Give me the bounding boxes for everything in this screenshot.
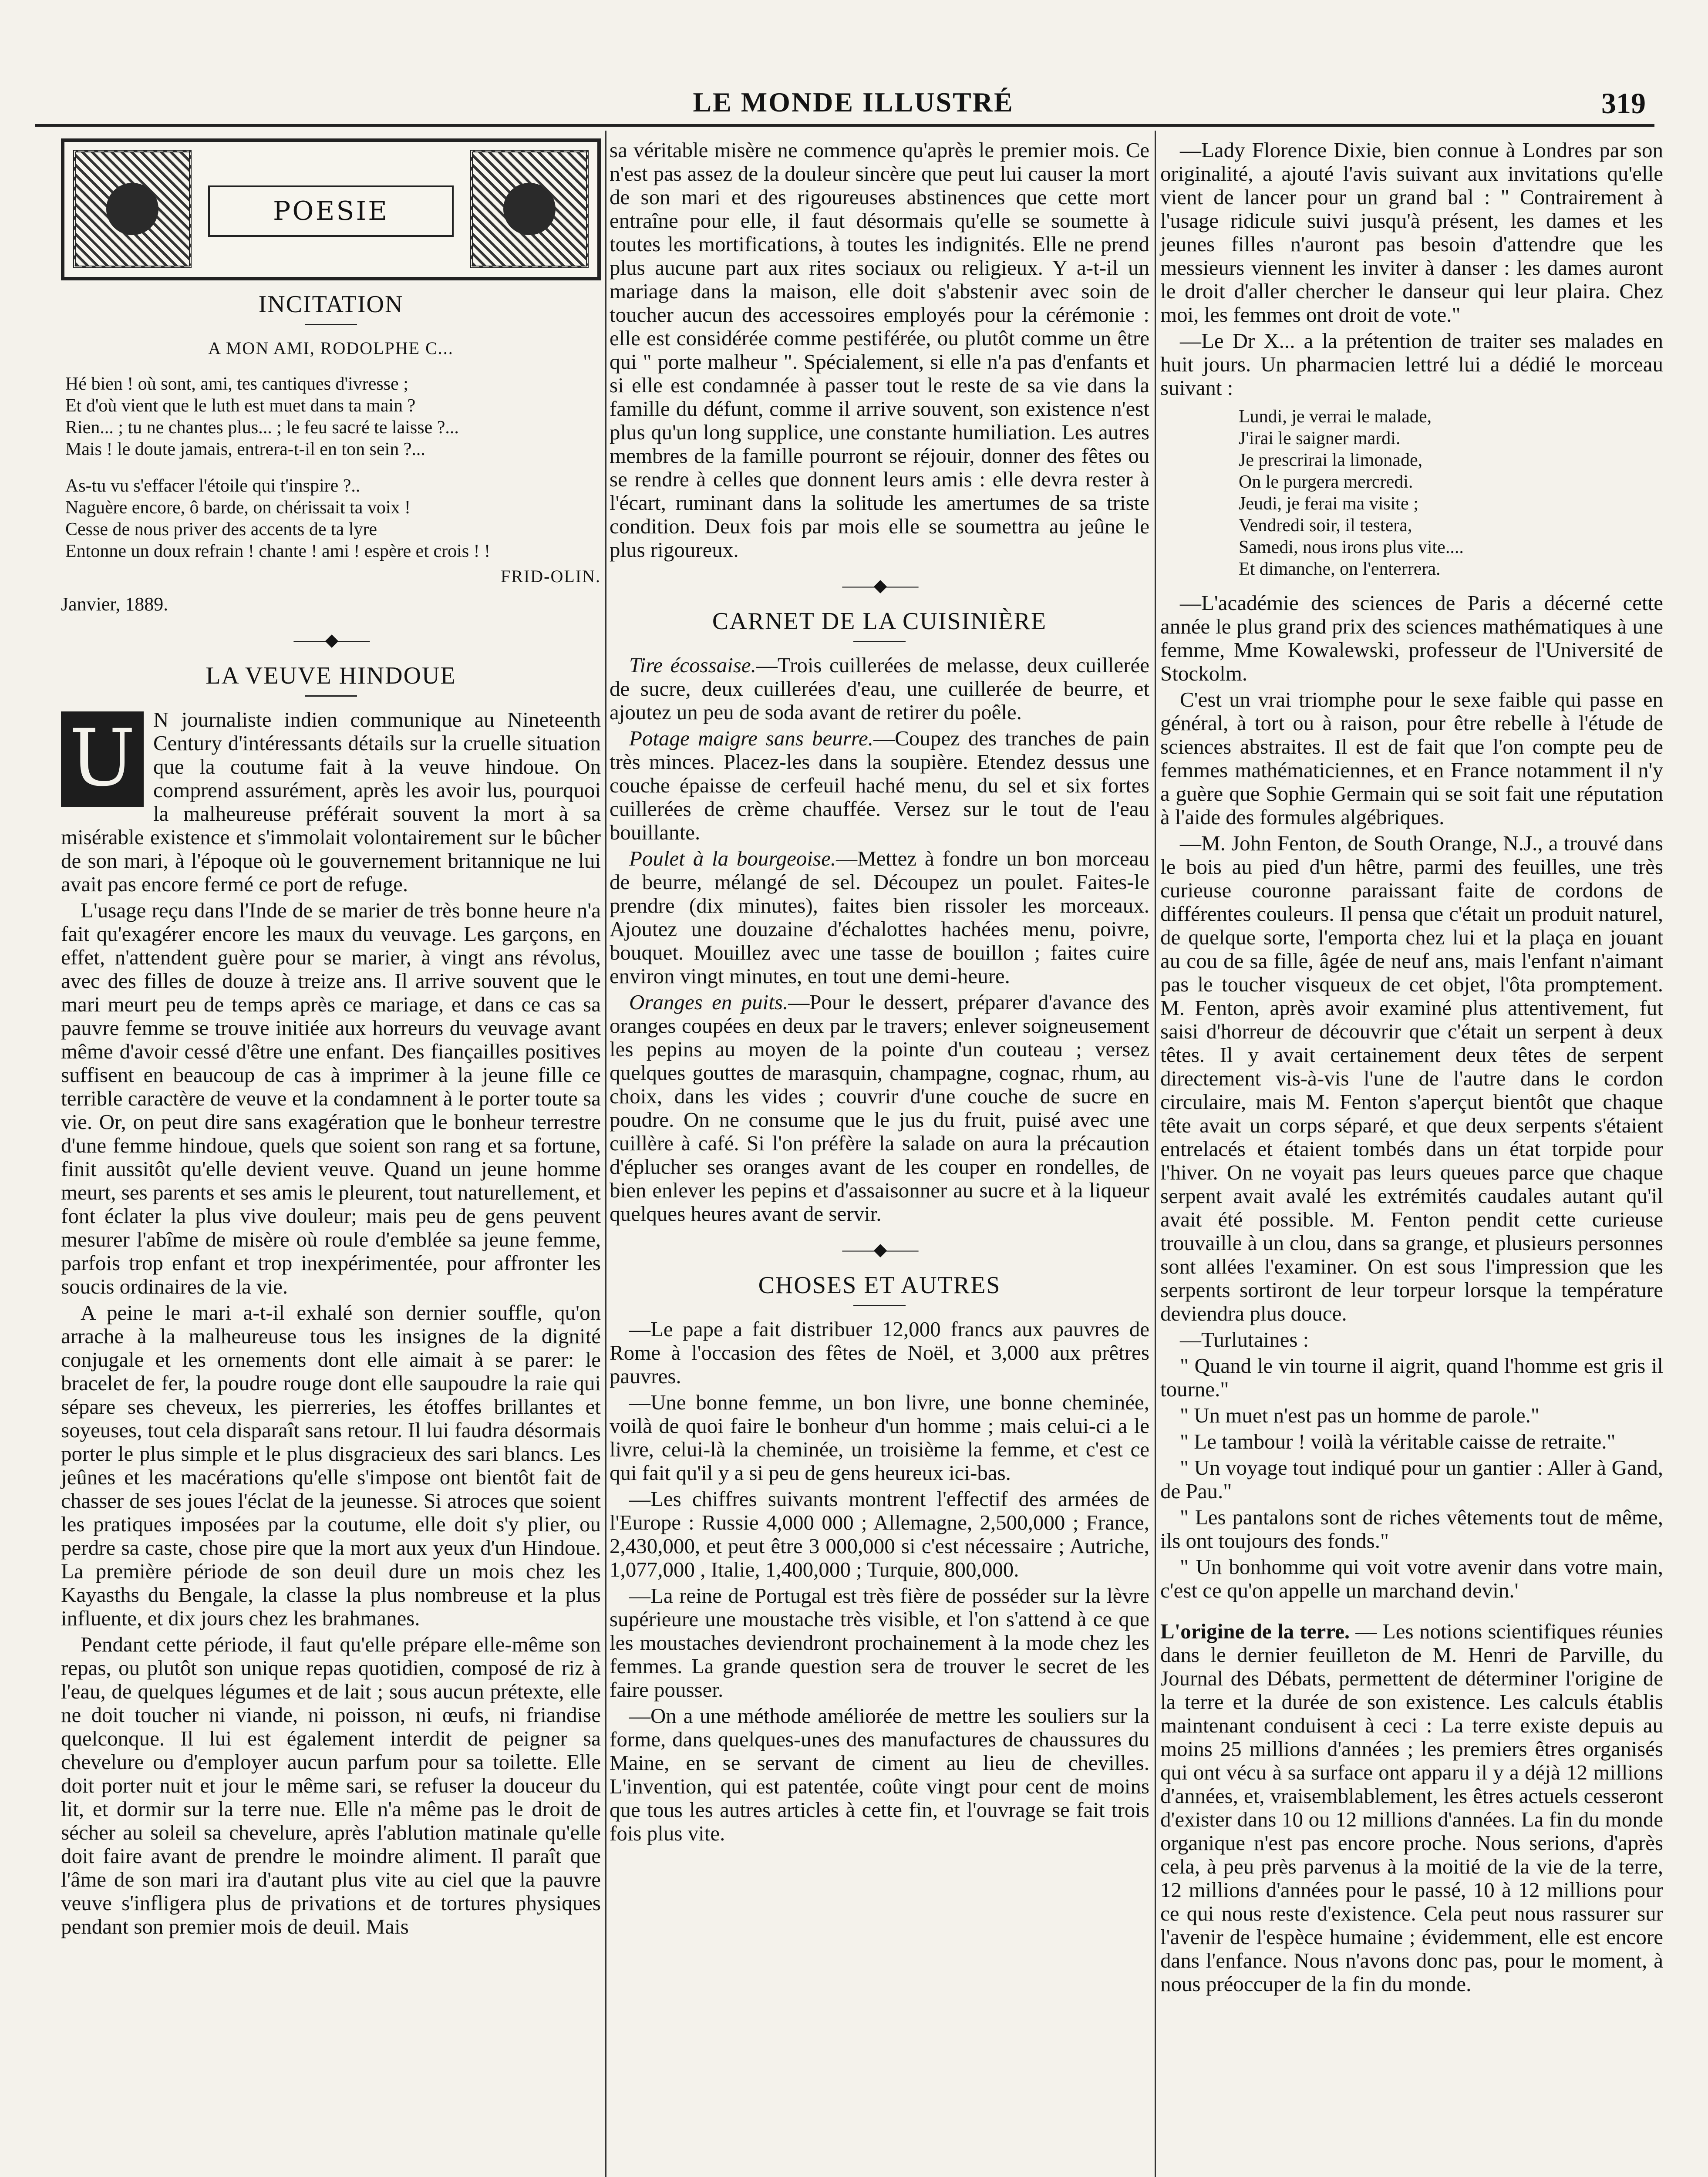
recipe: Poulet à la bourgeoise.—Mettez à fondre un bon morceau de beurre, mélangé de sel. Découpez un poulet. Faites-le prendre (dix minutes), faites bien rissoler les morceaux. Ajoutez une douzaine d'échalottes hachées menu, poivre, bouquet. Mouillez avec une tasse de bouillon ; faites cuire environ vingt minutes, en tout une demi-heure. bbox=[610, 846, 1149, 988]
news-item: —Lady Florence Dixie, bien connue à Londres par son originalité, a ajouté l'avis suivant aux invitations qu'elle vient de lancer pour un grand bal : " Contrairement à l'usage ridicule suivi jusqu'à présent, les dames et les jeunes filles n'auront pas besoin d'attendre que les messieurs viennent les inviter à danser : les dames auront le droit d'aller chercher le danseur qui leur plaira. Chez moi, les femmes ont droit de vote." bbox=[1160, 138, 1663, 327]
page-number: 319 bbox=[1601, 87, 1646, 120]
news-item: —M. John Fenton, de South Orange, N.J., a trouvé dans le bois au pied d'un hêtre, parmi des feuilles, une très curieuse couronne paraissant faite de cordons de différentes couleurs. Il pensa que c'était un produit naturel, de quelque sorte, l'emporta chez lui et la plaça en jouant au cou de sa fille, âgée de neuf ans, mais l'enfant n'aimant pas le toucher visqueux de cet objet, l'ôta promptement. M. Fenton, après avoir examiné plus attentivement, fut saisi d'horreur de découvrir que c'était un serpent à deux têtes. Il y avait certainement deux têtes de serpent directement vis-à-vis l'une de l'autre dans le cordon circulaire, mais M. Fenton s'aperçut bientôt que chaque tête avait un corps séparé, et que deux serpents s'étaient entrelacés et étaient tombés dans un état torpide pour l'hiver. On ne voyait pas leurs queues parce que chaque serpent avait avalé les extrémités caudales autant qu'il avait été possible. M. Fenton pendit cette curieuse trouvaille à un clou, dans sa grange, et plusieurs personnes sont allées l'examiner. On est sous l'impression que les serpents sortiront de leur torpeur lorsque la température deviendra plus douce. bbox=[1160, 831, 1663, 1325]
verse-block bbox=[1239, 406, 1663, 580]
joke-item: " Quand le vin tourne il aigrit, quand l'homme est gris il tourne." bbox=[1160, 1354, 1663, 1401]
verse-line: Lundi, je verrai le malade, bbox=[1239, 407, 1432, 427]
news-item: C'est un vrai triomphe pour le sexe faible qui passe en général, à tort ou à raison, pour être rebelle à l'étude de sciences abstraites. Il est de fait que l'on compte peu de femmes mathématiciennes, et en France notamment il n'y a guère que Sophie Germain qui se soit fait une réputation à l'aide des formules algébriques. bbox=[1160, 687, 1663, 829]
poem-line: Et d'où vient que le luth est muet dans ta main ? bbox=[65, 396, 416, 416]
poem-line: Mais ! le doute jamais, entrera-t-il en ton sein ?... bbox=[65, 439, 425, 459]
ornament-divider-icon: ——◆—— bbox=[293, 630, 368, 650]
header-rule bbox=[35, 124, 1654, 127]
divider bbox=[853, 641, 906, 642]
poem-date: Janvier, 1889. bbox=[61, 593, 168, 615]
article-paragraph: A peine le mari a-t-il exhalé son dernier souffle, qu'on arrache à la malheureuse tous les insignes de la dignité conjugale et les ornements dont elle aimait à se parer: le bracelet de fer, la poudre rouge dont elle saupoudre la raie qui sépare ses cheveux, les pierreries, les étoffes brillantes et soyeuses, tout cela disparaît sans retour. Il lui faudra désormais porter le plus simple et le plus disgracieux des sari blancs. Les jeûnes et les macérations qu'elle s'impose ont bientôt fait de chasser de ses joues l'éclat de la jeunesse. Si atroces que soient les pratiques imposées par la coutume, elle doit s'y plier, ou perdre sa caste, chose pire que la mort aux yeux d'un Hindoue. La première période de son deuil dure un mois chez les Kayasths du Bengale, la classe la plus nombreuse et la plus influente, et dix jours chez les brahmanes. bbox=[61, 1301, 601, 1630]
poem-line: Rien... ; tu ne chantes plus... ; le feu sacré te laisse ?... bbox=[65, 418, 459, 438]
article-paragraph: U N journaliste indien communique au Nineteenth Century d'intéressants détails sur la cruelle situation que la coutume fait à la veuve hindoue. On comprend assurément, après les avoir lus, pourquoi la malheureuse préférait souvent la mort à sa misérable existence et s'immolait volontairement sur le bûcher de son mari, à l'époque où le gouvernement britannique ne lui avait pas encore fermé ce port de refuge. bbox=[61, 708, 601, 896]
verse-line: Jeudi, je ferai ma visite ; bbox=[1239, 494, 1418, 514]
article-paragraph: sa véritable misère ne commence qu'après le premier mois. Ce n'est pas assez de la douleur sincère que peut lui causer la mort de son mari et des rigoureuses abstinences que cette mort entraîne pour elle, il faut désormais qu'elle se soumette à toutes les mortifications, à toutes les indignités. Elle ne prend plus aucune part aux rites sociaux ou religieux. Y a-t-il un mariage dans la maison, elle doit s'abstenir avec soin de toucher aucun des accessoires employés pour la cérémonie : elle est considérée comme pestiférée, ou plutôt comme un être qui " porte malheur ". Spécialement, si elle n'a pas d'enfants et si elle est condamnée à passer tout le reste de sa vie dans la famille du défunt, comme il arrive souvent, son existence n'est plus qu'un long supplice, une constante humiliation. Les autres membres de la famille pourront se réjouir, donner des fêtes ou se rendre à celles que donnent leurs amis : elle devra rester à l'écart, ruminant dans la solitude les amertumes de sa triste condition. Deux fois par mois elle se soumettra au jeûne le plus rigoureux. bbox=[610, 138, 1149, 562]
news-item: —Une bonne femme, un bon livre, une bonne cheminée, voilà de quoi faire le bonheur d'un homme ; mais celui-ci a le livre, celui-là la cheminée, un troisième la femme, et c'est ce qui fait qu'il y a si peu de gens heureux ici-bas. bbox=[610, 1390, 1149, 1485]
column-divider bbox=[1155, 131, 1156, 2177]
banner-label: POESIE bbox=[208, 185, 454, 237]
poem-stanza bbox=[65, 373, 601, 562]
verse-line: Vendredi soir, il testera, bbox=[1239, 516, 1412, 536]
poem-line: As-tu vu s'effacer l'étoile qui t'inspire ?.. bbox=[65, 476, 360, 496]
recipe: Potage maigre sans beurre.—Coupez des tranches de pain très minces. Placez-les dans la soupière. Etendez dessus une couche épaisse de cerfeuil haché menu, du sel et six fortes cuillerées de crème chauffée. Versez sur le tout de l'eau bouillante. bbox=[610, 726, 1149, 844]
recipe: Oranges en puits.—Pour le dessert, préparer d'avance des oranges coupées en deux par le travers; enlever soigneusement les pepins au moyen de la pointe d'un couteau ; versez quelques gouttes de marasquin, champagne, cognac, rhum, au choix, dans les vides ; couvrir d'une couche de sucre en poudre. On ne consume que le jus du fruit, puisé avec une cuillère à café. Si l'on préfère la salade on aura la précaution d'éplucher ses oranges avant de les couper en rondelles, de bien enlever les pepins et d'assaisonner au sucre et à la liqueur quelques heures avant de servir. bbox=[610, 990, 1149, 1226]
poem-line: Naguère encore, ô barde, on chérissait ta voix ! bbox=[65, 498, 411, 518]
news-item: —Les chiffres suivants montrent l'effectif des armées de l'Europe : Russie 4,000 000 ; Allemagne, 2,500,000 ; France, 2,430,000, et peut être 3 000,000 si c'est nécessaire ; Autriche, 1,077,000 , Italie, 1,400,000 ; Turquie, 800,000. bbox=[610, 1487, 1149, 1581]
dropcap-letter: U bbox=[61, 711, 144, 807]
column-2 bbox=[610, 138, 1149, 1848]
joke-item: " Un bonhomme qui voit votre avenir dans votre main, c'est ce qu'on appelle un marchand devin.' bbox=[1160, 1555, 1663, 1602]
joke-item: " Le tambour ! voilà la véritable caisse de retraite." bbox=[1180, 1429, 1616, 1453]
joke-item: " Un muet n'est pas un homme de parole." bbox=[1180, 1403, 1540, 1427]
section-title: CHOSES ET AUTRES bbox=[758, 1272, 1001, 1299]
poem-line: Cesse de nous priver des accents de ta lyre bbox=[65, 519, 377, 539]
verse-line: J'irai le saigner mardi. bbox=[1239, 428, 1401, 448]
masthead: LE MONDE ILLUSTRÉ bbox=[693, 87, 1014, 118]
poem-line: Hé bien ! où sont, ami, tes cantiques d'ivresse ; bbox=[65, 374, 408, 394]
ornament-divider-icon: ——◆—— bbox=[842, 576, 917, 595]
ornament-divider-icon: ——◆—— bbox=[842, 1240, 917, 1259]
joke-item: " Les pantalons sont de riches vêtements tout de même, ils ont toujours des fonds." bbox=[1160, 1505, 1663, 1553]
article-paragraph: L'usage reçu dans l'Inde de se marier de très bonne heure n'a fait qu'exagérer encore les maux du veuvage. Les garçons, en effet, n'attendent guère pour se marier, à vingt ans révolus, avec des filles de douze à treize ans. Il arrive souvent que le mari meurt peu de temps après ce mariage, et dans ce cas sa pauvre femme se trouve initiée aux horreurs du veuvage avant même d'avoir cessé d'être une enfant. Des fiançailles positives suffisent en beaucoup de cas à imprimer à la jeune fille ce terrible caractère de veuve et la condamnent à le porter toute sa vie. Or, on peut dire sans exagération que le bonheur terrestre d'une femme hindoue, quels que soient son rang et sa fortune, finit aussitôt qu'elle devient veuve. Quand un jeune homme meurt, ses parents et ses amis le pleurent, tout naturellement, et font éclater la plus vive douleur; mais peu de gens peuvent mesurer l'abîme de misère où roule d'emblée sa jeune femme, parfois trop enfant et trop inexpérimentée, pour affronter les soucis ordinaires de la vie. bbox=[61, 898, 601, 1298]
column-1 bbox=[61, 138, 601, 1941]
divider bbox=[305, 695, 357, 697]
news-item: —Turlutaines : bbox=[1180, 1328, 1309, 1351]
poem-title: INCITATION bbox=[258, 291, 404, 318]
page-header bbox=[0, 86, 1708, 125]
news-item: —L'académie des sciences de Paris a décerné cette année le plus grand prix des sciences mathématiques à une femme, Mme Kowalewski, professeur de l'Université de Stockolm. bbox=[1160, 591, 1663, 685]
article-title: LA VEUVE HINDOUE bbox=[205, 662, 456, 689]
poem-line: Entonne un doux refrain ! chante ! ami ! espère et crois ! ! bbox=[65, 541, 491, 561]
verse-line: On le purgera mercredi. bbox=[1239, 472, 1413, 492]
joke-item: " Un voyage tout indiqué pour un gantier : Aller à Gand, de Pau." bbox=[1160, 1456, 1663, 1503]
poesie-banner bbox=[61, 138, 601, 280]
verse-line: Et dimanche, on l'enterrera. bbox=[1239, 559, 1441, 579]
recipe: Tire écossaise.—Trois cuillerées de melasse, deux cuillerée de sucre, deux cuillerées d'eau, une cuillerée de beurre, et ajoutez un peu de soda avant de retirer du poêle. bbox=[610, 653, 1149, 724]
news-item: —La reine de Portugal est très fière de posséder sur la lèvre supérieure une moustache très visible, et l'on s'attend à ce que les moustaches deviendront prochainement à la mode chez les femmes. La grande question sera de trouver le secret de les faire pousser. bbox=[610, 1584, 1149, 1702]
news-item: —Le pape a fait distribuer 12,000 francs aux pauvres de Rome à l'occasion des fêtes de Noël, et 3,000 aux prêtres pauvres. bbox=[610, 1317, 1149, 1388]
verse-line: Je prescrirai la limonade, bbox=[1239, 450, 1423, 470]
section-title: CARNET DE LA CUISINIÈRE bbox=[712, 608, 1047, 635]
divider bbox=[305, 324, 357, 325]
verse-line: Samedi, nous irons plus vite.... bbox=[1239, 537, 1464, 557]
news-item: —On a une méthode améliorée de mettre les souliers sur la forme, dans quelques-unes des manufactures de chaussures du Maine, en se servant de ciment au lieu de chevilles. L'invention, qui est patentée, coûte vingt pour cent de moins que tous les autres articles à cette fin, et l'ouvrage se fait trois fois plus vite. bbox=[610, 1704, 1149, 1845]
news-item: L'origine de la terre. — Les notions scientifiques réunies dans le dernier feuilleton de M. Henri de Parville, du Journal des Débats, permettent de déterminer l'origine de la terre et la durée de son existence. Les calculs établis maintenant conduisent à ceci : La terre existe depuis au moins 25 millions d'années ; les premiers êtres organisés qui ont vécu à sa surface ont apparu il y a déjà 12 millions d'années, et, vraisemblablement, les êtres actuels cesseront d'exister dans 10 ou 12 millions d'années. La fin du monde organique n'est pas encore proche. Nous serions, d'après cela, à peu près parvenus à la moitié de la vie de la terre, 12 millions d'années pour le passé, 10 à 12 millions pour ce qui nous reste d'existence. Cela peut nous rassurer sur l'avenir de l'espèce humaine ; évidemment, elle est encore dans l'enfance. Nous n'avons donc pas, pour le moment, à nous préoccuper de la fin du monde. bbox=[1160, 1619, 1664, 1996]
poem-dedication: A MON AMI, RODOLPHE C... bbox=[208, 338, 454, 358]
ornament-icon bbox=[73, 150, 192, 268]
news-item: —Le Dr X... a la prétention de traiter ses malades en huit jours. Un pharmacien lettré lui a dédié le morceau suivant : bbox=[1160, 329, 1663, 400]
ornament-icon bbox=[470, 150, 589, 268]
divider bbox=[853, 1305, 906, 1306]
article-paragraph: Pendant cette période, il faut qu'elle prépare elle-même son repas, ou plutôt son unique repas quotidien, composé de riz à l'eau, de quelques légumes et de lait ; sous aucun prétexte, elle ne doit toucher ni viande, ni poisson, ni œufs, ni friandise quelconque. Il lui est également interdit de peigner sa chevelure ou d'employer aucun parfum pour sa toilette. Elle doit porter nuit et jour le même sari, se refuser la douceur du lit, et dormir sur la terre nue. Elle n'a même pas le droit de sécher au soleil sa chevelure, après l'ablution matinale qu'elle doit faire avant de prendre le moindre aliment. Il paraît que l'âme de son mari ira d'autant plus vite au ciel que la pauvre veuve s'infligera plus de privations et de tortures physiques pendant son premier mois de deuil. Mais bbox=[61, 1632, 601, 1938]
poem-signature: FRID-OLIN. bbox=[501, 566, 601, 586]
column-3 bbox=[1160, 138, 1663, 1998]
column-divider bbox=[605, 131, 606, 2177]
